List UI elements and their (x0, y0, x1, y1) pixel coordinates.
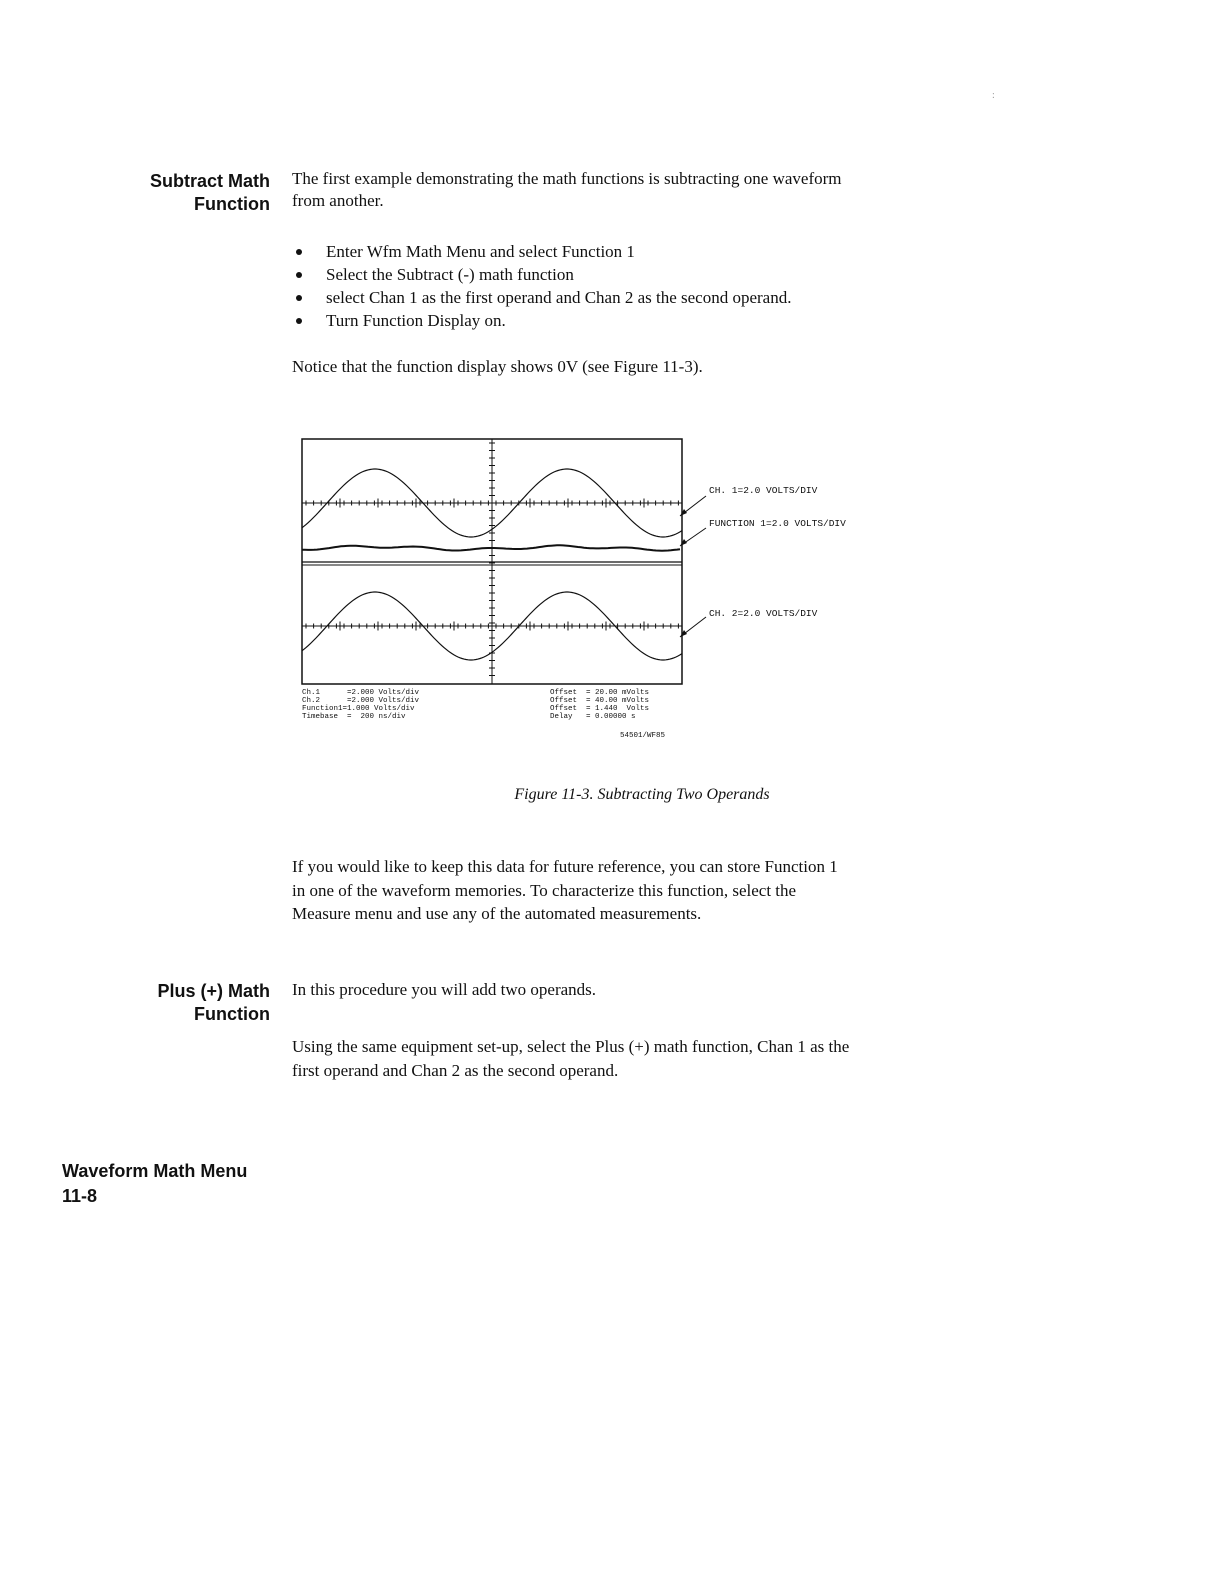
scan-mark: : (992, 90, 995, 101)
function1-label: FUNCTION 1=2.0 VOLTS/DIV (709, 518, 846, 529)
heading-line: Function (194, 194, 270, 214)
readout-right (550, 689, 649, 721)
figure-id: 54501/WF85 (620, 732, 666, 740)
readout-line: Offset = 20.00 mVolts (550, 689, 650, 697)
step-item: Turn Function Display on. (292, 309, 791, 332)
ch1-arrowhead (680, 509, 687, 516)
readout-line: Delay = 0.00000 s (550, 713, 636, 721)
page-number: 11-8 (62, 1186, 98, 1206)
ch2-arrowhead (680, 630, 687, 637)
section-heading-plus (22, 980, 270, 1026)
step-item: Enter Wfm Math Menu and select Function 1 (292, 240, 791, 263)
readout-line: Timebase = 200 ns/div (302, 713, 406, 721)
readout-line: Function1=1.000 Volts/div (302, 705, 415, 713)
plus-intro: In this procedure you will add two operands. (292, 980, 597, 999)
step-item: Select the Subtract (-) math function (292, 263, 791, 286)
readout-line: Ch.1 =2.000 Volts/div (302, 689, 420, 697)
section-heading-subtract (22, 170, 270, 216)
heading-line: Subtract Math (149, 171, 270, 191)
step-item: select Chan 1 as the first operand and Chan 2 as the second operand. (292, 286, 791, 309)
ch1-label: CH. 1=2.0 VOLTS/DIV (709, 485, 818, 496)
footer-title: Waveform Math Menu (62, 1161, 248, 1181)
subtract-intro: The first example demonstrating the math functions is subtracting one waveform from another. (292, 169, 842, 210)
notice-text: Notice that the function display shows 0V (see Figure 11-3). (292, 357, 703, 376)
heading-line: Plus (+) Math (157, 981, 270, 1001)
figure-caption: Figure 11-3. Subtracting Two Operands (514, 786, 770, 803)
readout-line: Ch.2 =2.000 Volts/div (302, 697, 420, 705)
heading-line: Function (194, 1004, 270, 1024)
readout-left (302, 689, 420, 721)
store-function-text: If you would like to keep this data for future reference, you can store Function 1 in one of the waveform memories. To characterize this function, select the Measure menu and use any of the automated measurements. (292, 857, 838, 923)
ch2-label: CH. 2=2.0 VOLTS/DIV (709, 608, 818, 619)
oscilloscope-figure (296, 434, 936, 754)
steps-list (292, 240, 791, 332)
readout-line: Offset = 40.00 mVolts (550, 697, 650, 705)
function1-waveform (302, 545, 680, 550)
plus-instructions: Using the same equipment set-up, select the Plus (+) math function, Chan 1 as the first operand and Chan 2 as the second operand. (292, 1037, 850, 1080)
function-arrowhead (680, 539, 687, 546)
readout-line: Offset = 1.440 Volts (550, 705, 650, 713)
